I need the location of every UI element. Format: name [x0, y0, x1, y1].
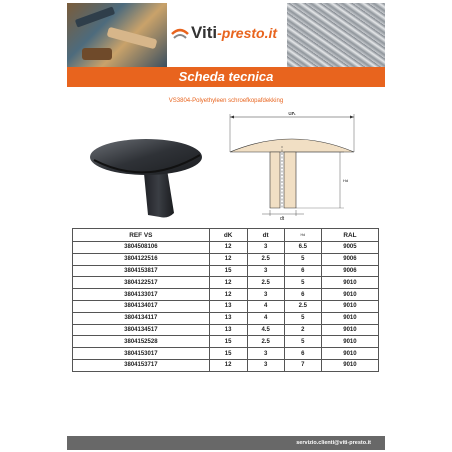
table-cell: 13: [209, 312, 247, 324]
footer-bar: [67, 436, 385, 450]
product-subtitle: VS3804-Polyethyleen schroefkopafdekking: [168, 98, 284, 104]
product-image: [88, 125, 206, 221]
page-title: Scheda tecnica: [178, 69, 274, 84]
table-cell: 4.5: [247, 324, 284, 336]
spec-table: [72, 228, 379, 372]
table-cell: 3804122517: [73, 277, 210, 289]
table-cell: 5: [284, 253, 321, 265]
table-cell: 4: [247, 312, 284, 324]
table-cell: 5: [284, 336, 321, 348]
table-cell: 2.5: [247, 336, 284, 348]
table-cell: 3804153817: [73, 265, 210, 277]
table-body: [73, 242, 379, 372]
table-cell: 3: [247, 289, 284, 301]
table-cell: 9010: [321, 277, 378, 289]
table-cell: 5: [284, 312, 321, 324]
table-row: [73, 300, 379, 312]
label-dt: dt: [280, 216, 285, 220]
table-cell: 2.5: [284, 300, 321, 312]
table-cell: 12: [209, 359, 247, 371]
col-ral: RAL: [321, 229, 378, 242]
table-cell: 6: [284, 289, 321, 301]
table-row: [73, 324, 379, 336]
table-row: [73, 265, 379, 277]
spec-table-container: [72, 228, 379, 372]
table-cell: 9006: [321, 265, 378, 277]
table-cell: 9010: [321, 359, 378, 371]
table-cell: 15: [209, 265, 247, 277]
table-cell: 6: [284, 348, 321, 360]
table-row: [73, 289, 379, 301]
table-cell: 13: [209, 300, 247, 312]
table-row: [73, 277, 379, 289]
table-cell: 3804134017: [73, 300, 210, 312]
table-cell: 15: [209, 336, 247, 348]
table-cell: 2.5: [247, 277, 284, 289]
table-header-row: [73, 229, 379, 242]
table-cell: 9010: [321, 336, 378, 348]
table-cell: 3: [247, 359, 284, 371]
table-cell: 2: [284, 324, 321, 336]
technical-drawing: [222, 112, 362, 220]
table-cell: 3804153017: [73, 348, 210, 360]
table-cell: 4: [247, 300, 284, 312]
table-cell: 12: [209, 253, 247, 265]
table-cell: 2.5: [247, 253, 284, 265]
table-cell: 9010: [321, 348, 378, 360]
workshop-photo: [67, 3, 167, 67]
col-ref-vs: REF VS: [73, 229, 210, 242]
table-row: [73, 253, 379, 265]
logo-icon: [171, 25, 189, 43]
title-bar: [67, 67, 385, 87]
header-banner: [67, 3, 385, 67]
table-row: [73, 242, 379, 254]
table-row: [73, 336, 379, 348]
label-dk: dK: [288, 112, 296, 117]
table-cell: 9010: [321, 324, 378, 336]
table-cell: 3804122516: [73, 253, 210, 265]
table-cell: 6: [284, 265, 321, 277]
table-cell: 9005: [321, 242, 378, 254]
table-cell: 12: [209, 277, 247, 289]
label-hd: Hd: [343, 178, 349, 183]
table-cell: 3804152528: [73, 336, 210, 348]
screws-photo: [287, 3, 385, 67]
col-dt: dt: [247, 229, 284, 242]
table-cell: 9006: [321, 253, 378, 265]
table-cell: 9010: [321, 289, 378, 301]
table-cell: 5: [284, 277, 321, 289]
table-cell: 3804134517: [73, 324, 210, 336]
col-dk: dK: [209, 229, 247, 242]
table-cell: 6.5: [284, 242, 321, 254]
table-row: [73, 359, 379, 371]
table-cell: 12: [209, 242, 247, 254]
contact-email: servizio.clienti@viti-presto.it: [296, 440, 371, 446]
table-cell: 12: [209, 289, 247, 301]
table-cell: 3804134117: [73, 312, 210, 324]
table-row: [73, 348, 379, 360]
table-cell: 15: [209, 348, 247, 360]
table-row: [73, 312, 379, 324]
table-cell: 13: [209, 324, 247, 336]
table-cell: 9010: [321, 312, 378, 324]
table-cell: 3: [247, 242, 284, 254]
table-cell: 7: [284, 359, 321, 371]
table-cell: 3: [247, 265, 284, 277]
logo-text: Viti-presto.it: [191, 23, 278, 42]
col-hd: Hd: [284, 229, 321, 242]
table-cell: 3804153717: [73, 359, 210, 371]
table-cell: 3: [247, 348, 284, 360]
table-cell: 9010: [321, 300, 378, 312]
table-cell: 3804508106: [73, 242, 210, 254]
table-cell: 3804133017: [73, 289, 210, 301]
